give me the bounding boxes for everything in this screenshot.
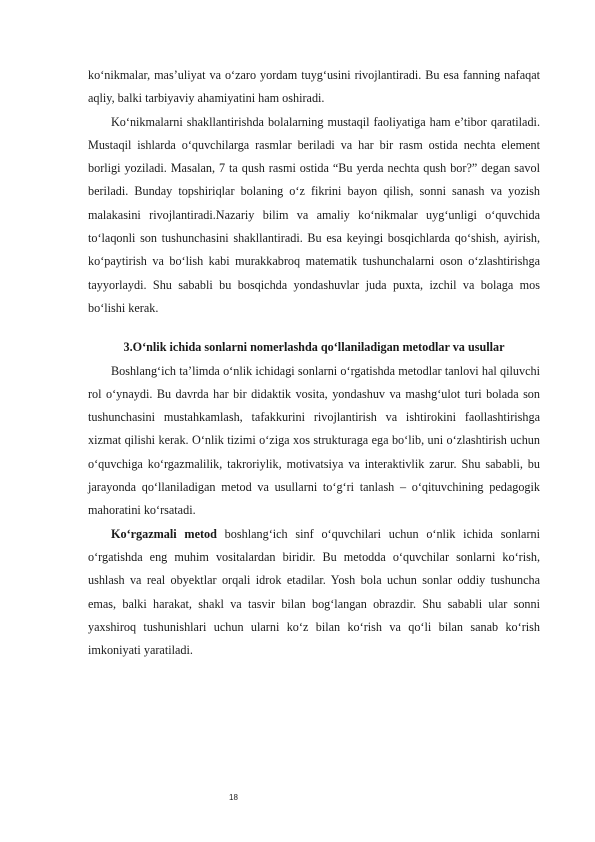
section-heading: 3.O‘nlik ichida sonlarni nomerlashda qo‘llaniladigan metodlar va usullar [123,340,505,355]
term-visual-method: Ko‘rgazmali metod [111,526,217,541]
paragraph-independent-work: Ko‘nikmalarni shakllantirishda bolalarning mustaqil faoliyatiga ham e’tibor qaratiladi. Mustaqil ishlarda o‘quvchilarga rasmlar beriladi va har bir rasm ostida nechta element borligi yoziladi. Masalan, 7 ta qush rasmi ostida “Bu yerda nechta qush bor?” degan savol beriladi. Bunday topshiriqlar bolaning o‘z fikrini bayon qilish, sonni sanash va yozish malakasini rivojlantiradi.Nazariy bilim va amaliy ko‘nikmalar uyg‘unligi o‘quvchida to‘laqonli son tushunchasini shakllantiradi. Bu esa keyingi bosqichlarda qo‘shish, ayirish, ko‘paytirish va bo‘lish kabi murakkabroq matematik tushunchalarni oson o‘zlashtirishga tayyorlaydi. Shu sababli bu bosqichda yondashuvlar juda puxta, izchil va bolaga mos bo‘lishi kerak. [88,114,540,315]
paragraph-method-selection: Boshlang‘ich ta’limda o‘nlik ichidagi sonlarni o‘rgatishda metodlar tanlovi hal qiluvchi rol o‘ynaydi. Bu davrda har bir didaktik vosita, yondashuv va mashg‘ulot turi bolada son tushunchasini mustahkamlash, tafakkurini rivojlantirish va ishtirokini faollashtirishga xizmat qilishi kerak. O‘nlik tizimi o‘ziga xos strukturaga ega bo‘lib, uni o‘zlashtirish uchun o‘quvchiga ko‘rgazmalilik, takroriylik, motivatsiya va interaktivlik zarur. Shu sababli, bu jarayonda qo‘llaniladigan metod va usullarni to‘g‘ri tanlash – o‘qituvchining pedagogik mahoratini ko‘rsatadi. [88,363,540,518]
paragraph-continuation: ko‘nikmalar, mas’uliyat va o‘zaro yordam tuyg‘usini rivojlantiradi. Bu esa fanning nafaqat aqliy, balki tarbiyaviy ahamiyatini ham oshiradi. [88,68,540,106]
document-page [88,64,540,662]
paragraph-visual-method [88,523,540,663]
page-number: 18 [229,793,238,802]
paragraph-visual-method-text: boshlang‘ich sinf o‘quvchilari uchun o‘nlik ichida sonlarni o‘rgatishda eng muhim vositalardan biridir. Bu metodda o‘quvchilar sonlarni ko‘rish, ushlash va real obyektlar orqali idrok etadilar. Yosh bola uchun sonlar oddiy tushuncha emas, balki harakat, shakl va tasvir bilan bog‘langan obrazdir. Shu sababli ular sonni yaxshiroq tushunishlari uchun ularni ko‘z bilan ko‘rish va qo‘li bilan sanab ko‘rish imkoniyati yaratiladi. [88,526,540,658]
